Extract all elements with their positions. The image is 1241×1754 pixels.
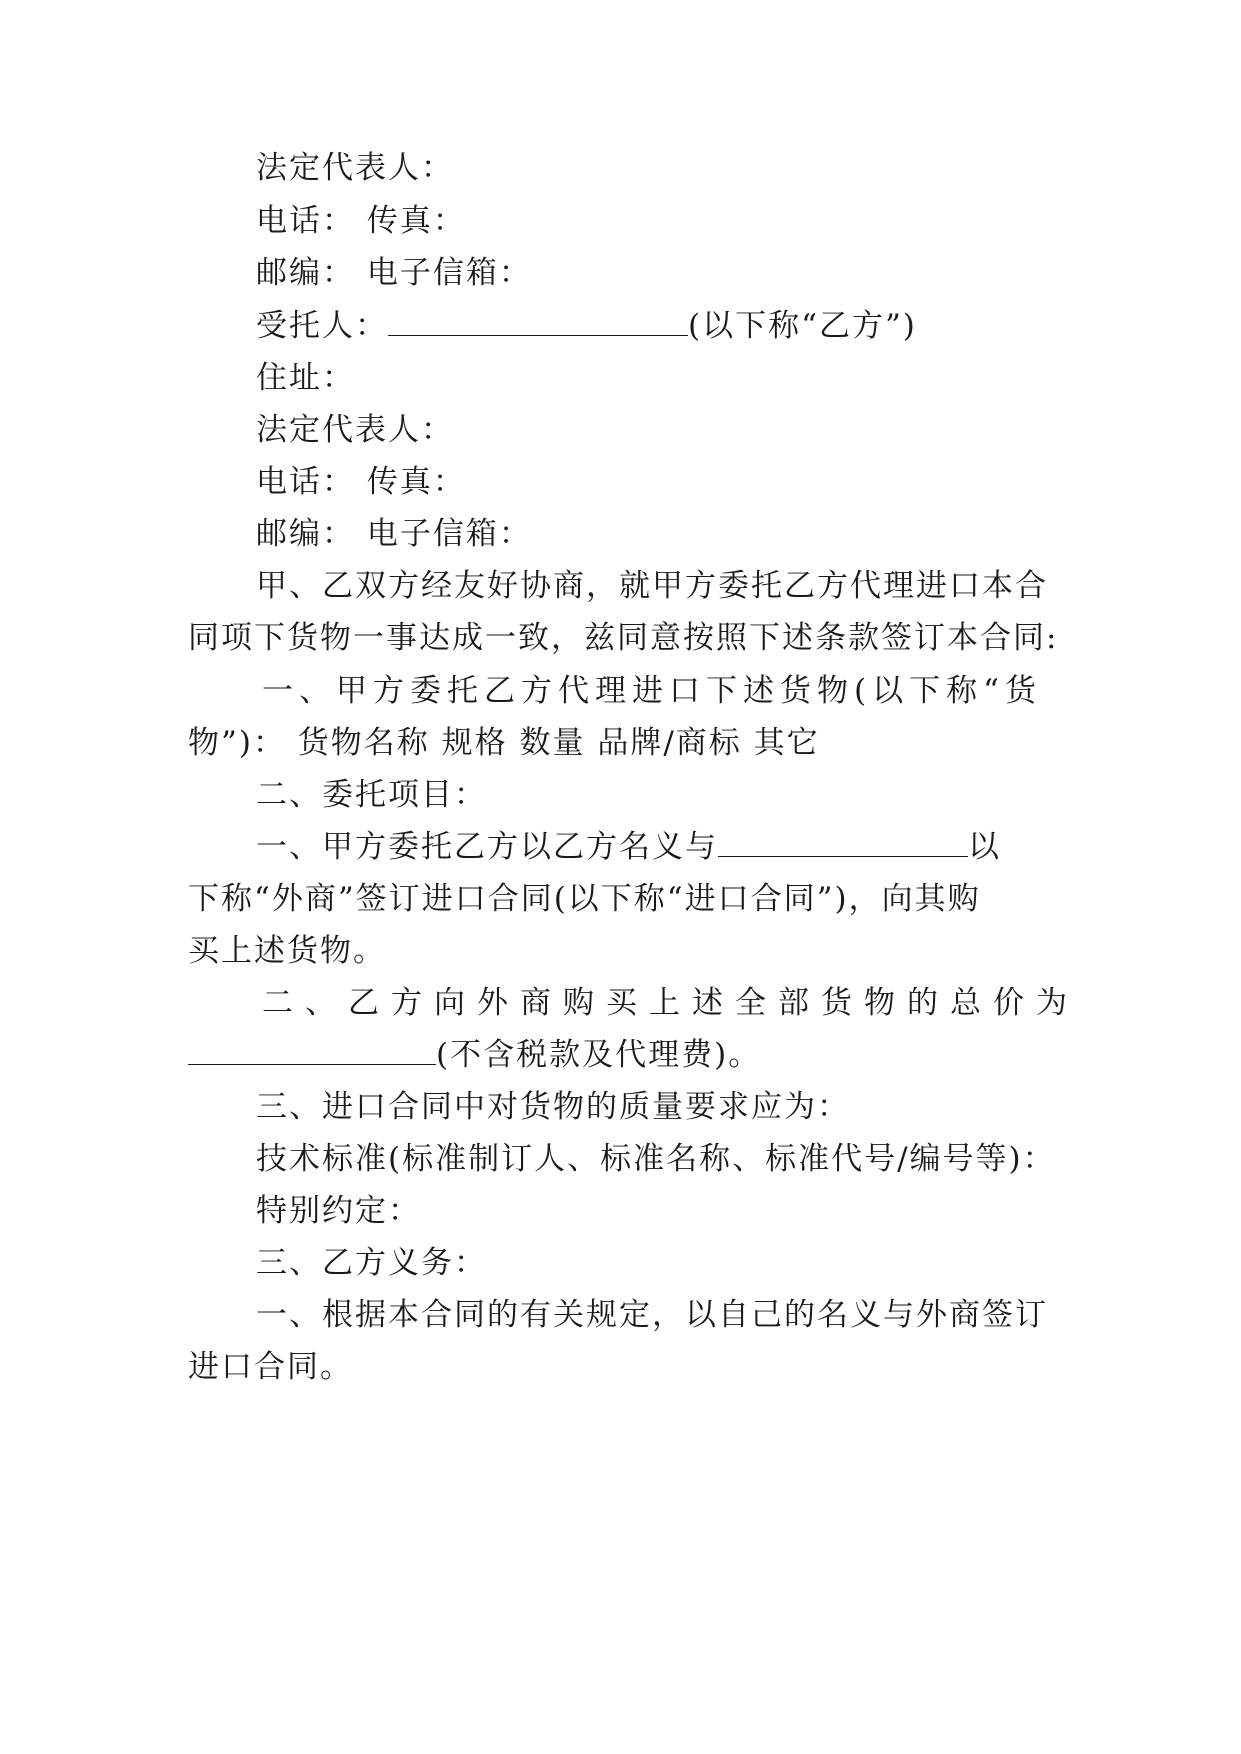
section-3-heading: 三、乙方义务： bbox=[256, 1245, 487, 1281]
trustee-suffix: (以下称“乙方”) bbox=[688, 308, 917, 344]
total-price-blank[interactable] bbox=[188, 1036, 436, 1065]
technical-standards: 技术标准(标准制订人、标准名称、标准代号/编号等)： bbox=[256, 1141, 1056, 1177]
trustee-blank[interactable] bbox=[388, 307, 688, 336]
item-1-line-3: 买上述货物。 bbox=[188, 933, 386, 969]
special-agreement: 特别约定： bbox=[256, 1193, 421, 1229]
section-2-heading: 二、委托项目： bbox=[256, 777, 487, 813]
obligation-1-line-1: 一、根据本合同的有关规定，以自己的名义与外商签订 bbox=[256, 1297, 1048, 1333]
clause-1-line-2: 物”)： 货物名称 规格 数量 品牌/商标 其它 bbox=[188, 725, 820, 761]
item-2-line-2 bbox=[188, 1035, 761, 1075]
trustee-label: 受托人： bbox=[256, 308, 388, 344]
item-2-line-1: 二、乙方向外商购买上述全部货物的总价为 bbox=[262, 985, 1079, 1021]
clause-1-line-1: 一、甲方委托乙方代理进口下述货物(以下称“货 bbox=[262, 673, 1042, 709]
item-1-suffix: 以 bbox=[968, 829, 1001, 865]
preamble-line-2: 同项下货物一事达成一致，兹同意按照下述条款签订本合同: bbox=[188, 620, 1059, 656]
address-line: 住址： bbox=[256, 360, 355, 396]
obligation-1-line-2: 进口合同。 bbox=[188, 1349, 353, 1385]
item-1-line-2: 下称“外商”签订进口合同(以下称“进口合同”)，向其购 bbox=[188, 881, 981, 917]
postcode-email-line-a: 邮编： 电子信箱： bbox=[256, 255, 532, 291]
legal-rep-line-b: 法定代表人： bbox=[256, 412, 454, 448]
quality-requirements: 三、进口合同中对货物的质量要求应为： bbox=[256, 1089, 850, 1125]
preamble-line-1: 甲、乙双方经友好协商，就甲方委托乙方代理进口本合 bbox=[256, 568, 1048, 604]
item-1-text: 一、甲方委托乙方以乙方名义与 bbox=[256, 829, 718, 865]
item-1-line-1 bbox=[256, 827, 1001, 867]
postcode-email-line-b: 邮编： 电子信箱： bbox=[256, 516, 532, 552]
foreign-party-blank[interactable] bbox=[718, 828, 968, 857]
item-2-suffix: (不含税款及代理费)。 bbox=[436, 1037, 762, 1073]
trustee-line bbox=[256, 306, 917, 346]
phone-fax-line-a: 电话： 传真： bbox=[256, 203, 466, 239]
legal-rep-line-a: 法定代表人： bbox=[256, 150, 454, 186]
phone-fax-line-b: 电话： 传真： bbox=[256, 464, 466, 500]
